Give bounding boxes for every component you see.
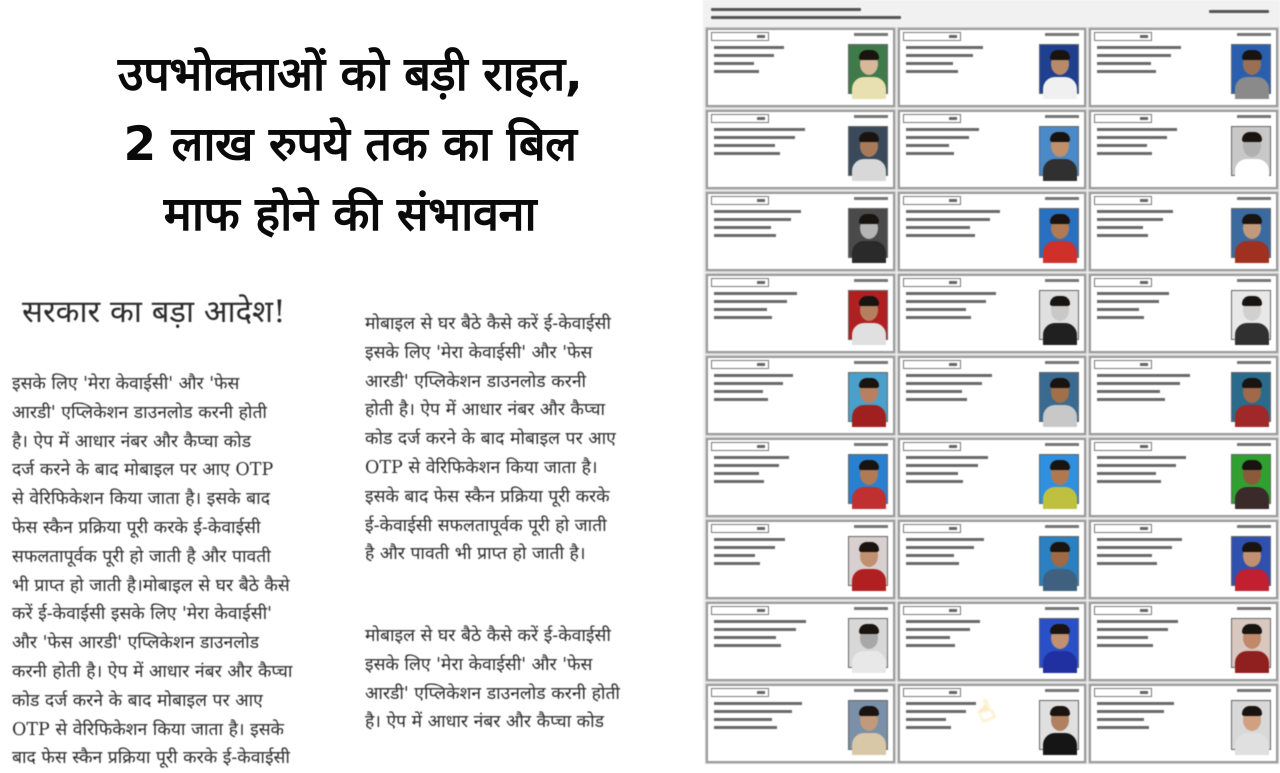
voter-detail-line [714, 464, 779, 467]
epic-number [1045, 689, 1079, 692]
voter-card [898, 28, 1087, 107]
voter-card [898, 110, 1087, 189]
voter-detail-line [714, 152, 780, 155]
clipping-line: भी प्राप्त हो जाती है।मोबाइल से घर बैठे कैसे [12, 575, 290, 596]
voter-card [706, 192, 895, 271]
voter-photo [1231, 44, 1271, 94]
epic-number [854, 443, 888, 446]
voter-detail-line [1097, 218, 1163, 221]
voter-card [706, 28, 895, 107]
voter-photo [1039, 44, 1079, 94]
clipping-line: OTP से वेरिफिकेशन किया जाता है। इसके [12, 719, 284, 740]
serial-box [1094, 524, 1152, 533]
voter-detail-line [1097, 554, 1152, 557]
voter-detail-line [906, 136, 969, 139]
serial-box [1094, 688, 1152, 697]
voter-detail-line [906, 538, 984, 541]
voter-detail-line [1097, 382, 1180, 385]
voter-detail-line [906, 46, 983, 49]
voter-detail-line [714, 398, 768, 401]
voter-card [706, 684, 895, 763]
voter-card [1089, 192, 1278, 271]
voter-detail-line [714, 54, 774, 57]
voter-card [1089, 438, 1278, 517]
voter-photo [848, 290, 888, 340]
epic-number [854, 115, 888, 118]
voter-card [1089, 28, 1278, 107]
voter-photo [1039, 208, 1079, 258]
voter-photo [1231, 700, 1271, 750]
voter-detail-line [1097, 54, 1171, 57]
voter-detail-line [714, 234, 776, 237]
clipping-line: ई-केवाईसी सफलतापूर्वक पूरी हो जाती [365, 515, 607, 536]
epic-number [854, 361, 888, 364]
clipping-title: सरकार का बड़ा आदेश! [22, 294, 286, 330]
epic-number [854, 607, 888, 610]
clipping-line: से वेरिफिकेशन किया जाता है। इसके बाद [12, 489, 270, 510]
voter-detail-line [714, 210, 801, 213]
voter-detail-line [906, 316, 971, 319]
voter-photo [1231, 618, 1271, 668]
headline [0, 40, 700, 250]
voter-detail-line [714, 480, 764, 483]
serial-box [1094, 278, 1152, 287]
serial-box [903, 442, 961, 451]
voter-detail-line [1097, 292, 1169, 295]
voter-detail-line [906, 398, 967, 401]
voter-detail-line [1097, 538, 1182, 541]
voter-detail-line [1097, 710, 1164, 713]
voter-detail-line [714, 554, 755, 557]
voter-detail-line [714, 316, 772, 319]
voter-detail-line [714, 136, 795, 139]
clipping-line: करें ई-केवाईसी इसके लिए 'मेरा केवाईसी' [12, 604, 272, 625]
voter-photo [1231, 208, 1271, 258]
epic-number [1045, 115, 1079, 118]
voter-detail-line [714, 128, 805, 131]
voter-detail-line [906, 456, 988, 459]
voter-photo [848, 44, 888, 94]
voter-detail-line [1097, 398, 1165, 401]
voter-photo [1039, 454, 1079, 504]
clipping-line: आरडी' एप्लिकेशन डाउनलोड करनी होती [365, 683, 620, 704]
voter-detail-line [1097, 620, 1178, 623]
voter-card [898, 438, 1087, 517]
clipping-line: कोड दर्ज करने के बाद मोबाइल पर आए [365, 429, 616, 450]
voter-detail-line [714, 390, 763, 393]
voter-detail-line [714, 292, 797, 295]
voter-card [1089, 274, 1278, 353]
voter-detail-line [714, 472, 759, 475]
clipping-line: करनी होती है। ऐप में आधार नंबर और कैप्चा [12, 661, 293, 682]
voter-photo [848, 536, 888, 586]
voter-card [898, 520, 1087, 599]
voter-card [1089, 520, 1278, 599]
epic-number [1237, 607, 1271, 610]
voter-photo [1039, 126, 1079, 176]
hand-pointer-icon: ☝ [970, 692, 1000, 730]
voter-detail-line [906, 710, 966, 713]
clipping-line: होती है। ऐप में आधार नंबर और कैप्चा [365, 400, 606, 421]
voter-detail-line [1097, 70, 1156, 73]
voter-card [1089, 684, 1278, 763]
voter-detail-line [714, 218, 791, 221]
serial-box [903, 278, 961, 287]
voter-detail-line [906, 226, 970, 229]
clipping-line: इसके लिए 'मेरा केवाईसी' और 'फेस [365, 342, 593, 363]
voter-card [898, 602, 1087, 681]
voter-photo [1039, 290, 1079, 340]
voter-card [1089, 602, 1278, 681]
clipping-line: दर्ज करने के बाद मोबाइल पर आए OTP [12, 460, 274, 481]
voter-detail-line [906, 128, 979, 131]
clipping-line: फेस स्कैन प्रक्रिया पूरी करके ई-केवाईसी [12, 517, 261, 538]
voter-detail-line [1097, 62, 1151, 65]
serial-box [903, 360, 961, 369]
clipping-line: इसके लिए 'मेरा केवाईसी' और 'फेस [12, 374, 240, 394]
headline-line: 2 लाख रुपये तक का बिल [123, 117, 577, 172]
epic-number [1045, 525, 1079, 528]
epic-number [1237, 443, 1271, 446]
voter-detail-line [1097, 726, 1149, 729]
voter-detail-line [1097, 644, 1153, 647]
voter-detail-line [714, 538, 785, 541]
voter-photo [848, 208, 888, 258]
voter-detail-line [1097, 308, 1139, 311]
voter-detail-line [906, 382, 982, 385]
epic-number [854, 197, 888, 200]
voter-detail-line [714, 144, 775, 147]
clipping-column-1 [12, 370, 342, 773]
voter-photo [848, 618, 888, 668]
voter-detail-line [906, 210, 1000, 213]
clipping-line: है। ऐप में आधार नंबर और कैप्चा कोड [365, 712, 605, 733]
headline-line: उपभोक्ताओं को बड़ी राहत, [117, 47, 583, 102]
voter-detail-line [906, 472, 958, 475]
voter-detail-line [906, 54, 973, 57]
voter-photo [1231, 454, 1271, 504]
serial-box [903, 524, 961, 533]
epic-number [1045, 33, 1079, 36]
voter-detail-line [714, 374, 793, 377]
voter-detail-line [906, 628, 970, 631]
voter-card [1089, 356, 1278, 435]
epic-number [1045, 361, 1079, 364]
clipping-line: इसके बाद फेस स्कैन प्रक्रिया पूरी करके [365, 486, 610, 507]
epic-number [854, 689, 888, 692]
voter-detail-line [714, 226, 771, 229]
voter-detail-line [1097, 144, 1147, 147]
voter-detail-line [906, 218, 990, 221]
serial-box [711, 278, 769, 287]
voter-detail-line [906, 144, 949, 147]
epic-number [1237, 361, 1271, 364]
serial-box [711, 442, 769, 451]
voter-card [706, 356, 895, 435]
voter-detail-line [714, 62, 754, 65]
epic-number [1237, 279, 1271, 282]
clipping-column-2 [365, 310, 695, 569]
voter-photo [848, 372, 888, 422]
voter-detail-line [1097, 562, 1157, 565]
epic-number [1237, 197, 1271, 200]
voter-detail-line [906, 480, 963, 483]
voter-list-image [703, 0, 1280, 720]
voter-detail-line [906, 562, 959, 565]
epic-number [854, 525, 888, 528]
voter-photo [1231, 126, 1271, 176]
voter-detail-line [906, 644, 955, 647]
voter-detail-line [1097, 300, 1159, 303]
voter-photo [1039, 700, 1079, 750]
serial-box [903, 606, 961, 615]
voter-photo [848, 700, 888, 750]
clipping-line: इसके लिए 'मेरा केवाईसी' और 'फेस [365, 654, 593, 675]
voter-detail-line [1097, 546, 1172, 549]
clipping-line: है। ऐप में आधार नंबर और कैप्चा कोड [12, 431, 252, 452]
epic-number [1045, 443, 1079, 446]
voter-detail-line [906, 390, 962, 393]
epic-number [1237, 689, 1271, 692]
voter-card [706, 110, 895, 189]
voter-card [898, 274, 1087, 353]
clipping-line: मोबाइल से घर बैठे कैसे करें ई-केवाईसी [365, 314, 611, 334]
clipping-line: OTP से वेरिफिकेशन किया जाता है। [365, 457, 598, 478]
epic-number [1237, 33, 1271, 36]
voter-detail-line [714, 702, 802, 705]
voter-detail-line [714, 620, 806, 623]
voter-detail-line [1097, 136, 1167, 139]
voter-list-header [709, 6, 1274, 26]
serial-box [903, 196, 961, 205]
voter-detail-line [714, 300, 787, 303]
voter-photo [1039, 618, 1079, 668]
headline-line: माफ होने की संभावना [163, 187, 537, 242]
voter-detail-line [714, 546, 775, 549]
voter-detail-line [1097, 702, 1174, 705]
voter-detail-line [714, 46, 784, 49]
voter-detail-line [1097, 456, 1186, 459]
epic-number [1045, 279, 1079, 282]
voter-detail-line [1097, 464, 1176, 467]
voter-detail-line [1097, 636, 1148, 639]
voter-detail-line [906, 62, 953, 65]
voter-card [706, 438, 895, 517]
voter-detail-line [1097, 374, 1190, 377]
serial-box [711, 32, 769, 41]
voter-detail-line [906, 464, 978, 467]
clipping-line: सफलतापूर्वक पूरी हो जाती है और पावती [12, 546, 271, 567]
voter-detail-line [906, 374, 992, 377]
voter-photo [1231, 536, 1271, 586]
epic-number [1045, 607, 1079, 610]
epic-number [854, 279, 888, 282]
serial-box [903, 688, 961, 697]
clipping-line: है और पावती भी प्राप्त हो जाती है। [365, 544, 586, 565]
serial-box [1094, 32, 1152, 41]
voter-detail-line [906, 554, 954, 557]
voter-card [898, 192, 1087, 271]
voter-grid [706, 28, 1278, 763]
voter-detail-line [906, 300, 986, 303]
serial-box [1094, 360, 1152, 369]
voter-photo [1231, 290, 1271, 340]
voter-detail-line [714, 644, 781, 647]
epic-number [1237, 525, 1271, 528]
voter-detail-line [714, 562, 760, 565]
voter-card [1089, 110, 1278, 189]
voter-detail-line [1097, 628, 1168, 631]
voter-detail-line [714, 636, 776, 639]
voter-detail-line [906, 702, 976, 705]
epic-number [1045, 197, 1079, 200]
epic-number [854, 33, 888, 36]
voter-detail-line [906, 292, 996, 295]
voter-detail-line [714, 70, 759, 73]
serial-box [711, 360, 769, 369]
serial-box [1094, 606, 1152, 615]
voter-card [706, 520, 895, 599]
voter-detail-line [1097, 234, 1148, 237]
serial-box [1094, 114, 1152, 123]
voter-detail-line [1097, 152, 1152, 155]
voter-detail-line [1097, 210, 1173, 213]
voter-detail-line [714, 710, 792, 713]
clipping-line: और 'फेस आरडी' एप्लिकेशन डाउनलोड [12, 633, 259, 654]
voter-detail-line [714, 726, 777, 729]
voter-card [898, 356, 1087, 435]
voter-detail-line [906, 546, 974, 549]
voter-card [706, 602, 895, 681]
voter-photo [848, 454, 888, 504]
voter-detail-line [906, 718, 946, 721]
clipping-line: आरडी' एप्लिकेशन डाउनलोड करनी [365, 371, 587, 392]
voter-photo [1231, 372, 1271, 422]
voter-detail-line [906, 726, 951, 729]
serial-box [711, 606, 769, 615]
clipping-line: बाद फेस स्कैन प्रक्रिया पूरी करके ई-केवाईसी [12, 748, 290, 769]
voter-detail-line [714, 382, 783, 385]
serial-box [903, 32, 961, 41]
serial-box [711, 114, 769, 123]
voter-detail-line [1097, 718, 1144, 721]
voter-detail-line [1097, 46, 1181, 49]
clipping-column-3 [365, 622, 695, 737]
voter-detail-line [906, 620, 980, 623]
voter-detail-line [906, 234, 975, 237]
voter-detail-line [1097, 128, 1177, 131]
voter-detail-line [714, 628, 796, 631]
voter-detail-line [1097, 472, 1156, 475]
serial-box [711, 688, 769, 697]
epic-number [1237, 115, 1271, 118]
voter-card [706, 274, 895, 353]
clipping-line: मोबाइल से घर बैठे कैसे करें ई-केवाईसी [365, 626, 611, 646]
serial-box [1094, 442, 1152, 451]
serial-box [903, 114, 961, 123]
voter-detail-line [906, 636, 950, 639]
serial-box [1094, 196, 1152, 205]
voter-photo [848, 126, 888, 176]
voter-detail-line [1097, 226, 1143, 229]
voter-detail-line [714, 308, 767, 311]
voter-detail-line [1097, 390, 1160, 393]
voter-detail-line [714, 456, 789, 459]
voter-detail-line [906, 308, 966, 311]
voter-detail-line [1097, 480, 1161, 483]
clipping-line: कोड दर्ज करने के बाद मोबाइल पर आए [12, 690, 263, 711]
voter-photo [1039, 536, 1079, 586]
clipping-line: आरडी' एप्लिकेशन डाउनलोड करनी होती [12, 402, 267, 423]
voter-detail-line [906, 152, 954, 155]
voter-detail-line [906, 70, 958, 73]
voter-detail-line [714, 718, 772, 721]
voter-detail-line [1097, 316, 1144, 319]
voter-photo [1039, 372, 1079, 422]
serial-box [711, 524, 769, 533]
serial-box [711, 196, 769, 205]
